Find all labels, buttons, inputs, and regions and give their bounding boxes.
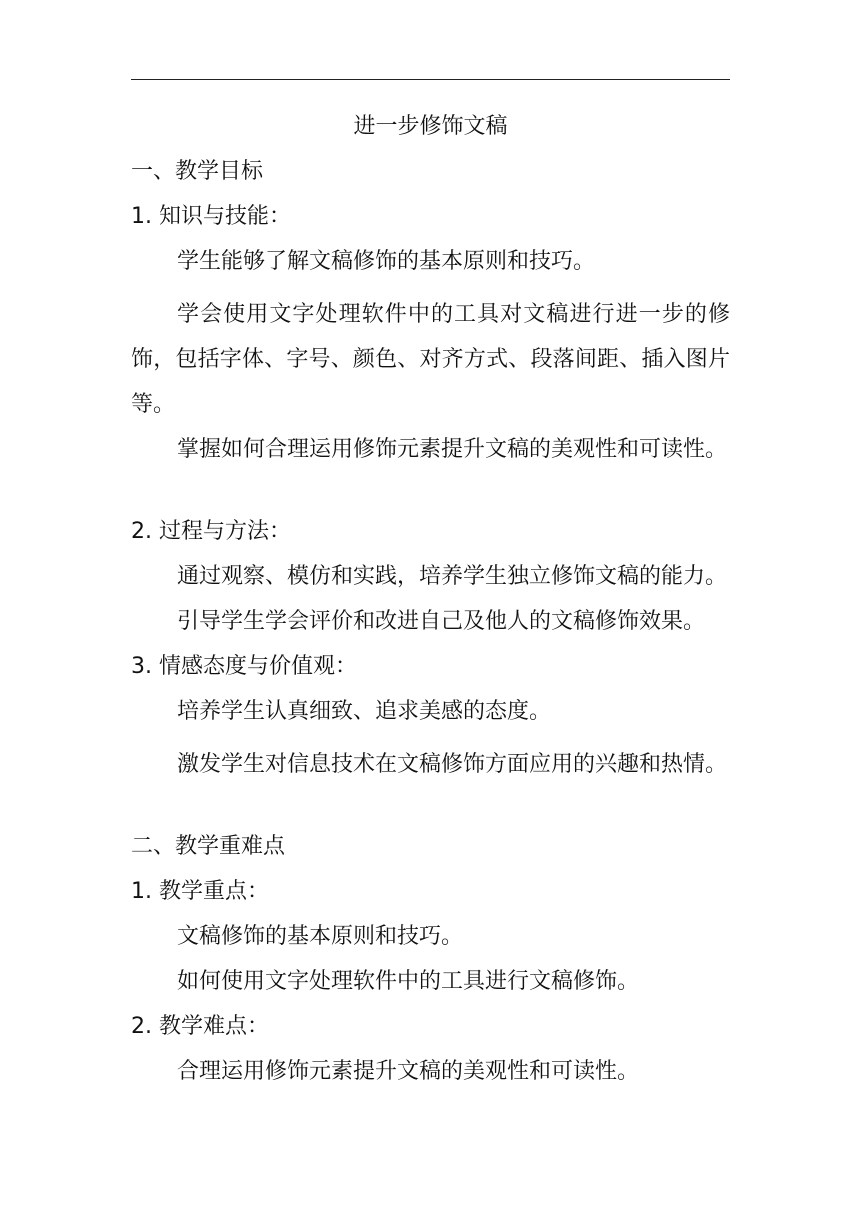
subsection-label: 过程与方法： bbox=[159, 519, 292, 544]
subsection-heading bbox=[131, 877, 269, 907]
paragraph: 引导学生学会评价和改进自己及他人的文稿修饰效果。 bbox=[177, 609, 706, 634]
header-rule bbox=[131, 79, 730, 80]
subsection-number: 2. bbox=[131, 519, 152, 544]
paragraph-text: 学会使用文字处理软件中的工具对文稿进行进一步的修饰，包括字体、字号、颜色、对齐方式、段落间距、插入图片等。 bbox=[131, 302, 730, 417]
paragraph: 培养学生认真细致、追求美感的态度。 bbox=[177, 699, 552, 724]
subsection-label: 情感态度与价值观： bbox=[159, 654, 358, 679]
subsection-number: 1. bbox=[131, 879, 152, 904]
subsection-number: 1. bbox=[131, 204, 152, 229]
subsection-heading bbox=[131, 1012, 269, 1042]
subsection-label: 知识与技能： bbox=[159, 204, 292, 229]
subsection-heading bbox=[131, 517, 291, 547]
subsection-label: 教学难点： bbox=[159, 1014, 270, 1039]
paragraph: 合理运用修饰元素提升文稿的美观性和可读性。 bbox=[177, 1059, 640, 1084]
subsection-heading bbox=[131, 652, 357, 682]
paragraph-text: 掌握如何合理运用修饰元素提升文稿的美观性和可读性。 bbox=[177, 437, 728, 462]
paragraph: 文稿修饰的基本原则和技巧。 bbox=[177, 924, 464, 949]
document-title: 进一步修饰文稿 bbox=[353, 114, 508, 139]
paragraph: 学生能够了解文稿修饰的基本原则和技巧。 bbox=[177, 249, 596, 274]
paragraph: 如何使用文字处理软件中的工具进行文稿修饰。 bbox=[177, 969, 640, 994]
subsection-heading bbox=[131, 202, 291, 232]
paragraph-text: 激发学生对信息技术在文稿修饰方面应用的兴趣和热情。 bbox=[177, 752, 728, 777]
section-heading: 一、教学目标 bbox=[131, 159, 264, 184]
paragraph: 通过观察、模仿和实践，培养学生独立修饰文稿的能力。 bbox=[177, 564, 728, 589]
paragraph bbox=[177, 742, 730, 787]
subsection-number: 2. bbox=[131, 1014, 152, 1039]
paragraph bbox=[177, 427, 730, 472]
paragraph bbox=[131, 292, 730, 427]
subsection-number: 3. bbox=[131, 654, 152, 679]
section-heading: 二、教学重难点 bbox=[131, 834, 286, 859]
subsection-label: 教学重点： bbox=[159, 879, 270, 904]
